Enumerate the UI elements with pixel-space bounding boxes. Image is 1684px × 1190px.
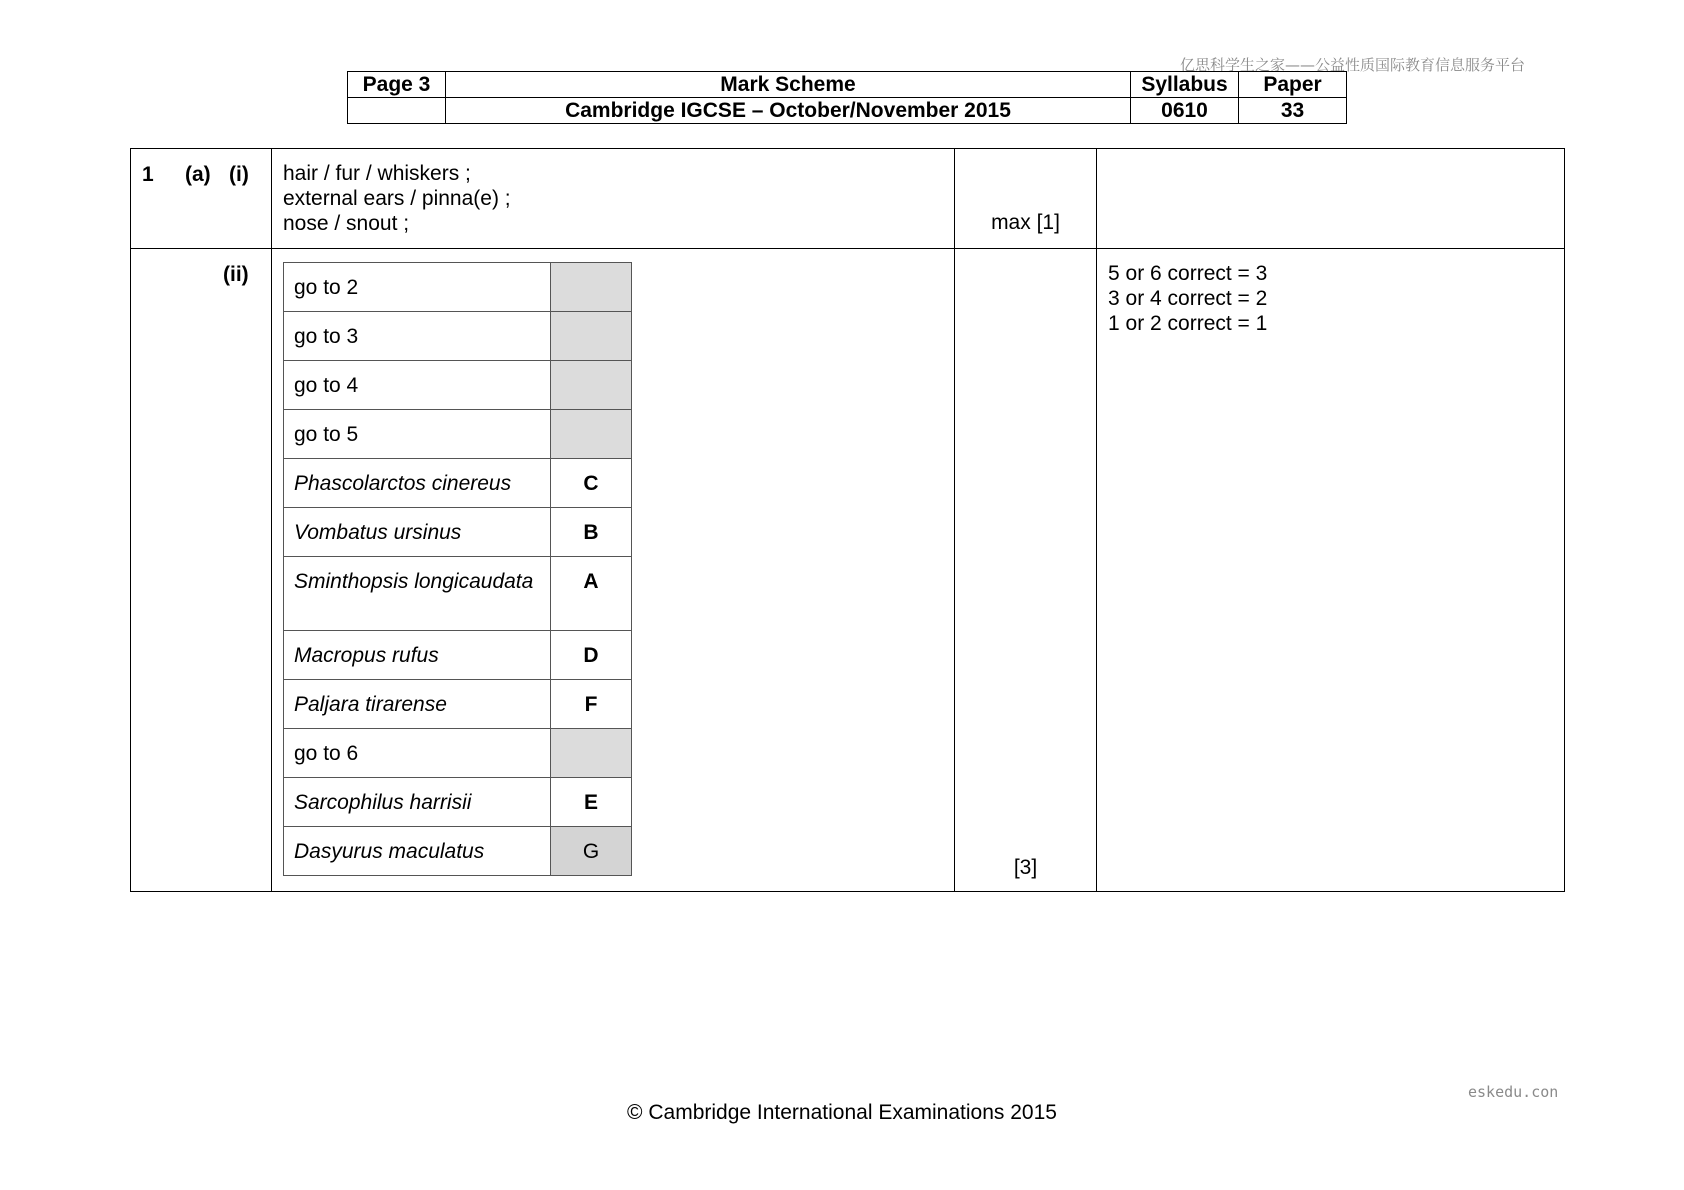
key-letter: E <box>551 778 632 827</box>
key-name: go to 2 <box>284 263 551 312</box>
key-name: Paljara tirarense <box>284 680 551 729</box>
key-letter <box>551 729 632 778</box>
copyright-footer: © Cambridge International Examinations 2015 <box>627 1101 1057 1124</box>
key-letter: G <box>551 827 632 876</box>
document-subtitle: Cambridge IGCSE – October/November 2015 <box>446 98 1131 124</box>
document-title: Mark Scheme <box>446 72 1131 98</box>
watermark-bottom: eskedu.con <box>1468 1083 1559 1101</box>
marks-cell-ii <box>955 249 1097 892</box>
key-name: go to 3 <box>284 312 551 361</box>
key-row <box>284 361 632 410</box>
question-sub-ii: (ii) <box>223 263 249 286</box>
key-row <box>284 729 632 778</box>
row-1aii <box>131 249 1565 892</box>
answer-line: nose / snout ; <box>283 212 410 235</box>
key-name: go to 5 <box>284 410 551 459</box>
key-letter: D <box>551 631 632 680</box>
key-row <box>284 263 632 312</box>
key-name: Vombatus ursinus <box>284 508 551 557</box>
guidance-line: 1 or 2 correct = 1 <box>1108 312 1268 335</box>
guidance-line: 3 or 4 correct = 2 <box>1108 287 1268 310</box>
answer-cell-ii <box>272 249 955 892</box>
key-row <box>284 410 632 459</box>
key-name: Sminthopsis longicaudata <box>284 557 551 631</box>
marks-cell-i <box>955 149 1097 249</box>
question-label <box>131 149 272 249</box>
question-sub-i: (i) <box>229 163 249 186</box>
answer-line: hair / fur / whiskers ; <box>283 162 471 185</box>
key-letter <box>551 263 632 312</box>
marks-ii: [3] <box>1013 856 1038 879</box>
mark-scheme-table <box>130 148 1565 892</box>
question-number: 1 <box>142 163 154 186</box>
key-letter <box>551 312 632 361</box>
page-label: Page 3 <box>348 72 446 98</box>
key-row <box>284 680 632 729</box>
key-name: Sarcophilus harrisii <box>284 778 551 827</box>
paper-label: Paper <box>1239 72 1347 98</box>
watermark-top: 亿思科学生之家——公益性质国际教育信息服务平台 <box>1180 56 1526 74</box>
key-letter: F <box>551 680 632 729</box>
key-name: go to 4 <box>284 361 551 410</box>
marks-i: max [1] <box>991 211 1060 234</box>
key-letter <box>551 410 632 459</box>
key-letter: A <box>551 557 632 631</box>
row-1ai <box>131 149 1565 249</box>
guidance-cell-i <box>1097 149 1565 249</box>
answer-cell-i <box>272 149 955 249</box>
page-blank <box>348 98 446 124</box>
paper-value: 33 <box>1239 98 1347 124</box>
key-letter: C <box>551 459 632 508</box>
key-row <box>284 827 632 876</box>
guidance-line: 5 or 6 correct = 3 <box>1108 262 1268 285</box>
question-label-ii <box>131 249 272 892</box>
syllabus-label: Syllabus <box>1131 72 1239 98</box>
key-row <box>284 459 632 508</box>
question-part: (a) <box>185 163 211 186</box>
key-name: Macropus rufus <box>284 631 551 680</box>
key-row <box>284 557 632 631</box>
key-row <box>284 508 632 557</box>
dichotomous-key-table <box>283 262 632 876</box>
key-letter: B <box>551 508 632 557</box>
key-name: go to 6 <box>284 729 551 778</box>
key-row <box>284 631 632 680</box>
header-table <box>347 71 1347 124</box>
key-name: Dasyurus maculatus <box>284 827 551 876</box>
key-row <box>284 778 632 827</box>
key-row <box>284 312 632 361</box>
key-letter <box>551 361 632 410</box>
key-name: Phascolarctos cinereus <box>284 459 551 508</box>
syllabus-value: 0610 <box>1131 98 1239 124</box>
guidance-cell-ii <box>1097 249 1565 892</box>
answer-line: external ears / pinna(e) ; <box>283 187 511 210</box>
